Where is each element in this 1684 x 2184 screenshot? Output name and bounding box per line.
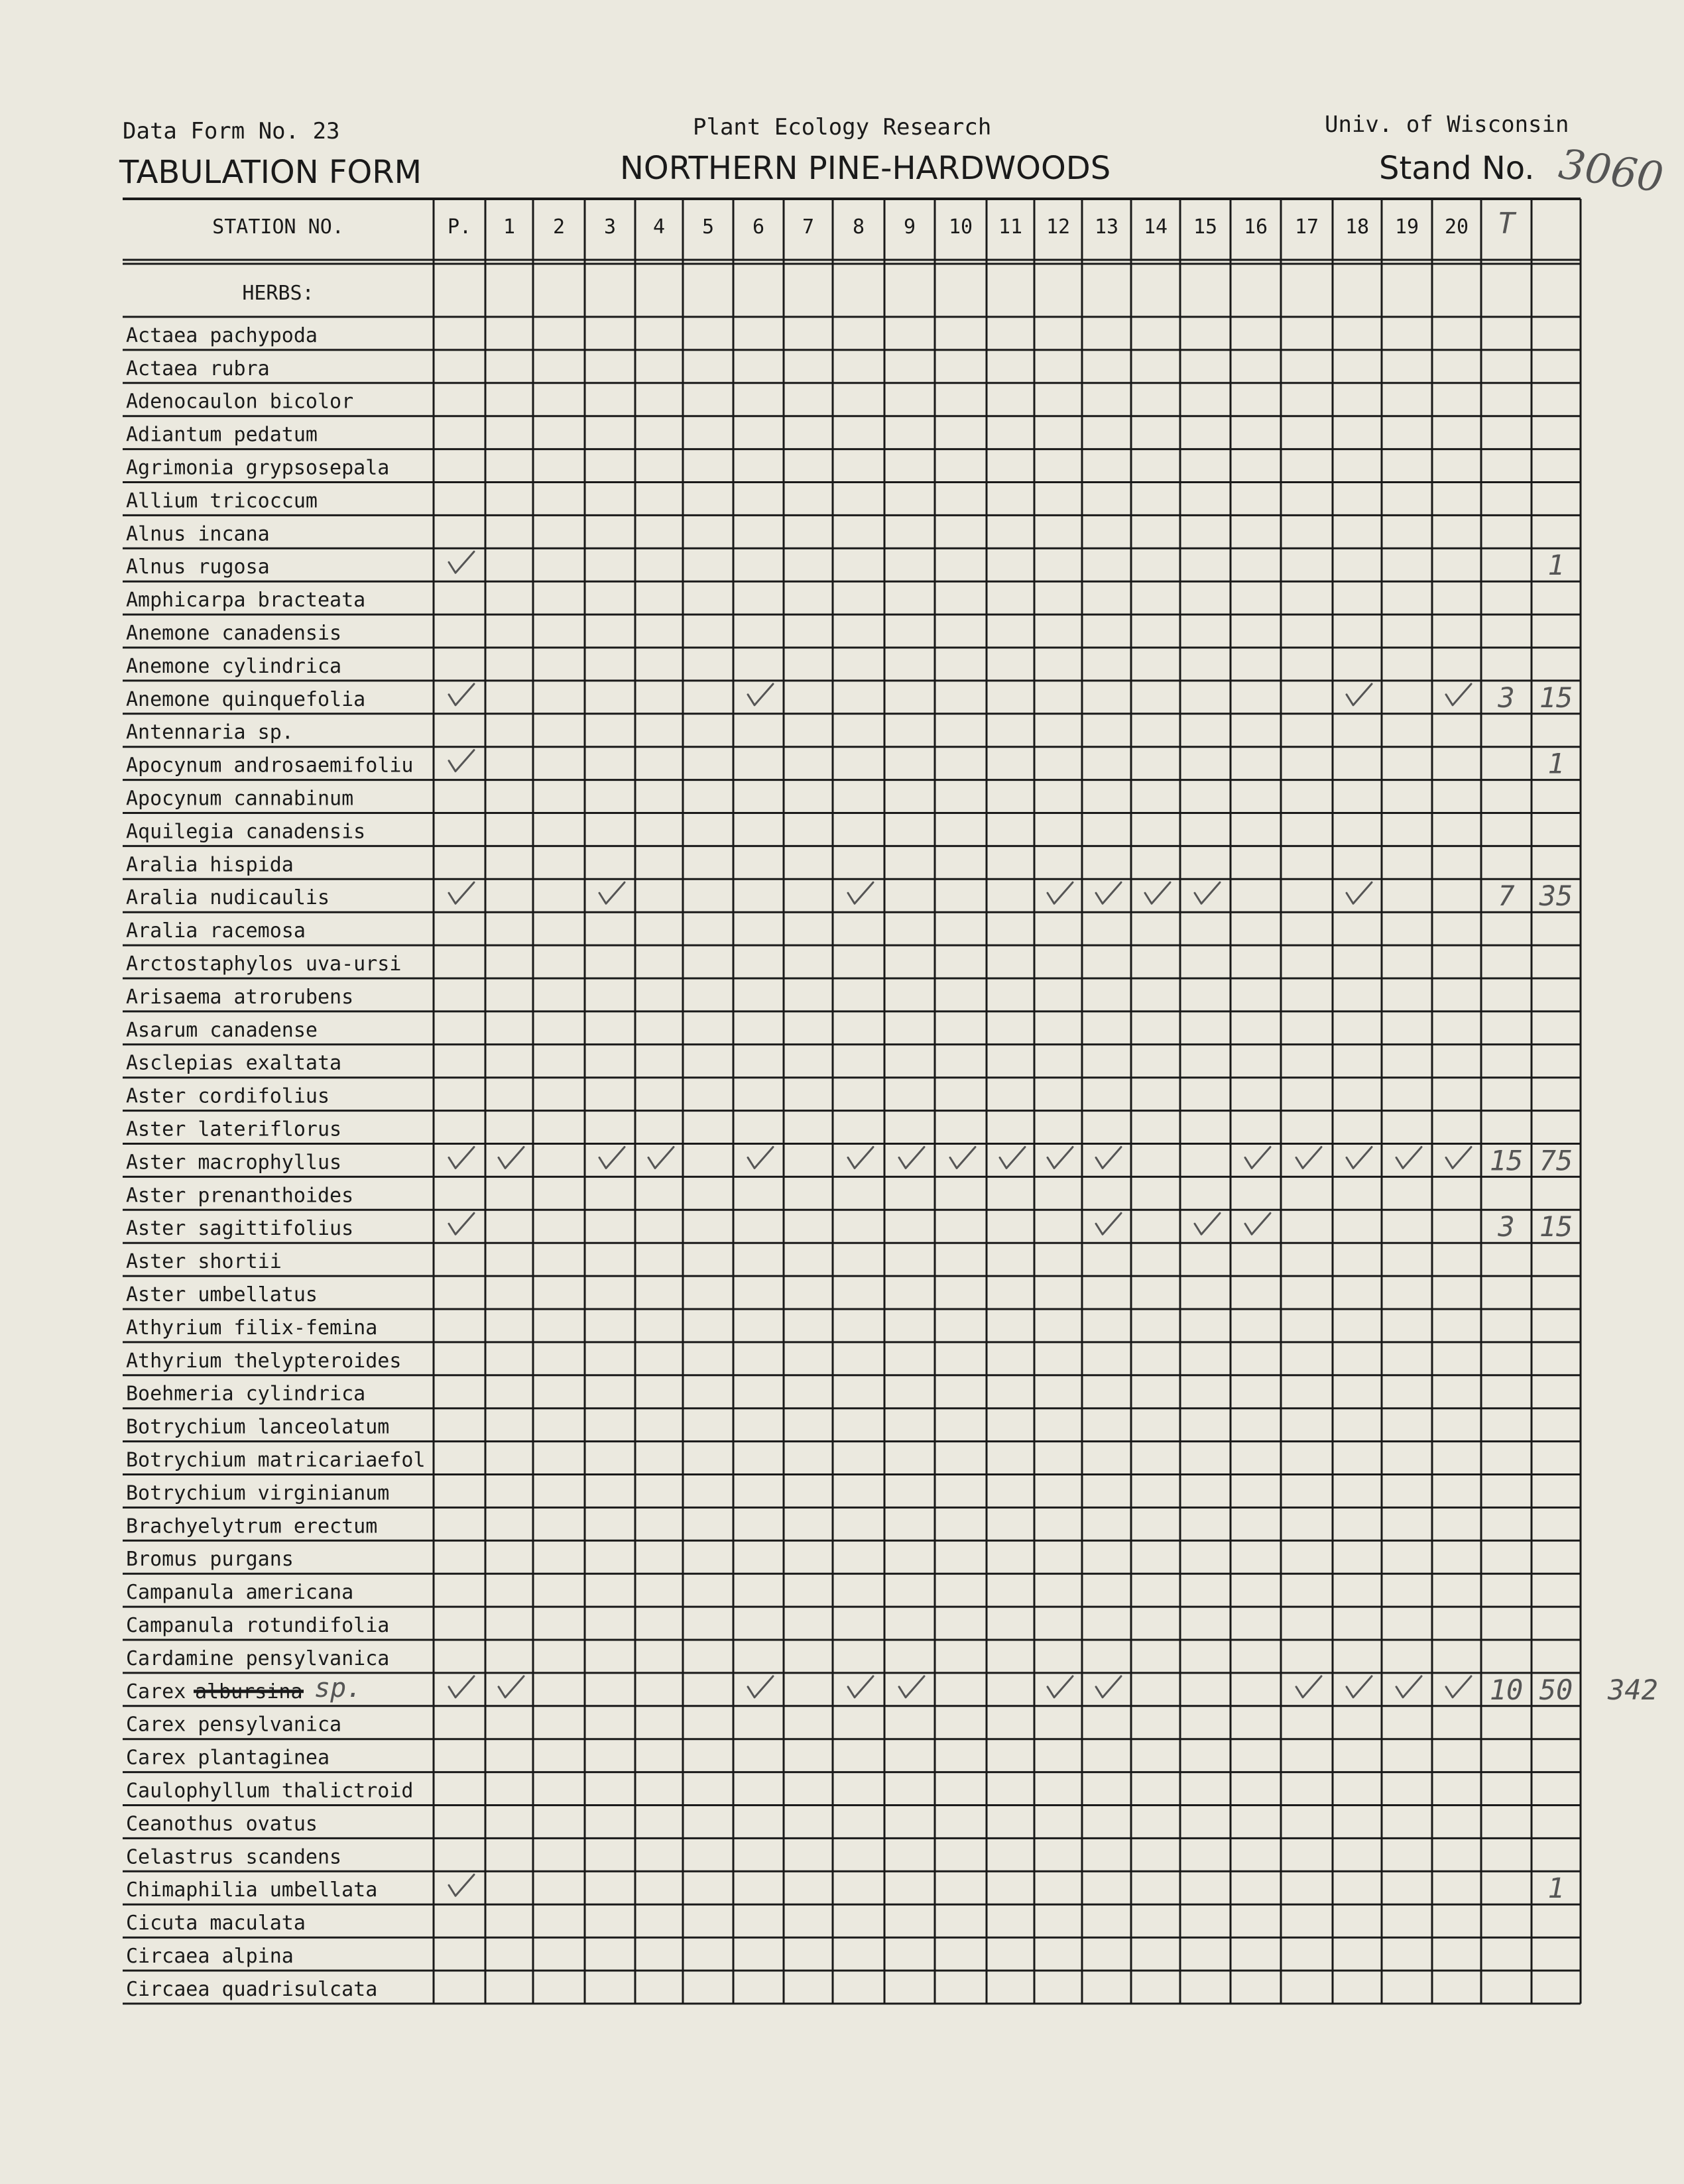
- check-mark-icon: [748, 684, 773, 705]
- form-subtitle: NORTHERN PINE-HARDWOODS: [620, 150, 1111, 187]
- species-name: Cicuta maculata: [126, 1912, 306, 1935]
- check-mark-icon: [1446, 1147, 1471, 1168]
- check-mark-icon: [1048, 1676, 1073, 1697]
- column-header-5: 5: [701, 215, 715, 239]
- column-header-15: 15: [1193, 215, 1218, 239]
- column-header-2: 2: [552, 215, 566, 239]
- species-name: Circaea alpina: [126, 1945, 294, 1968]
- species-name: Boehmeria cylindrica: [126, 1382, 366, 1406]
- column-header-p: P.: [447, 215, 472, 239]
- species-name: Antennaria sp.: [126, 720, 294, 744]
- check-mark-icon: [449, 551, 474, 573]
- column-header-1: 1: [503, 215, 516, 239]
- row-extra-value: 15: [1539, 681, 1573, 714]
- check-mark-icon: [1096, 1147, 1121, 1168]
- species-name: Botrychium virginianum: [126, 1481, 390, 1505]
- university-name: Univ. of Wisconsin: [1325, 111, 1569, 138]
- species-name: Aquilegia canadensis: [126, 820, 366, 844]
- species-name: Arisaema atrorubens: [126, 985, 354, 1009]
- row-extra-value: 1: [1547, 747, 1565, 780]
- check-mark-icon: [848, 1147, 873, 1168]
- struck-species-name: albursina: [195, 1680, 303, 1703]
- species-name: Brachyelytrum erectum: [126, 1515, 378, 1538]
- row-extra-value: 35: [1539, 880, 1573, 913]
- check-mark-icon: [1096, 882, 1121, 903]
- stand-number-value: 3060: [1555, 139, 1667, 202]
- species-name: Alnus incana: [126, 522, 270, 546]
- species-name: Celastrus scandens: [126, 1845, 342, 1869]
- check-mark-icon: [1048, 1147, 1073, 1168]
- check-mark-icon: [1347, 684, 1372, 705]
- check-mark-icon: [449, 750, 474, 772]
- species-name: Aralia nudicaulis: [126, 886, 330, 910]
- species-name: Aster sagittifolius: [126, 1217, 354, 1241]
- check-mark-icon: [848, 882, 873, 903]
- margin-note: 342: [1608, 1673, 1658, 1706]
- species-name: Aster macrophyllus: [126, 1151, 342, 1175]
- species-name: Adiantum pedatum: [126, 423, 318, 447]
- check-mark-icon: [1396, 1147, 1421, 1168]
- species-name: Alnus rugosa: [126, 555, 270, 579]
- form-number: Data Form No. 23: [123, 118, 340, 144]
- check-mark-icon: [449, 1676, 474, 1697]
- check-mark-icon: [449, 684, 474, 705]
- row-total: 3: [1498, 681, 1515, 714]
- species-name: Aster shortii: [126, 1250, 282, 1274]
- check-mark-icon: [449, 1147, 474, 1168]
- check-mark-icon: [1096, 1213, 1121, 1234]
- species-name: Bromus purgans: [126, 1548, 294, 1572]
- column-header-17: 17: [1294, 215, 1319, 239]
- species-name: Circaea quadrisulcata: [126, 1977, 378, 2001]
- check-mark-icon: [1000, 1147, 1025, 1168]
- species-name: Asarum canadense: [126, 1018, 318, 1042]
- species-name: Apocynum androsaemifoliu: [126, 754, 414, 777]
- section-label-herbs: HERBS:: [242, 282, 314, 305]
- check-mark-icon: [748, 1147, 773, 1168]
- check-mark-icon: [599, 1147, 625, 1168]
- check-mark-icon: [499, 1147, 524, 1168]
- check-mark-icon: [1347, 1676, 1372, 1697]
- species-name: Carex plantaginea: [126, 1746, 330, 1770]
- check-mark-icon: [899, 1147, 924, 1168]
- check-mark-icon: [899, 1676, 924, 1697]
- row-total: 15: [1489, 1144, 1524, 1177]
- row-total: 3: [1498, 1210, 1515, 1243]
- species-name: Chimaphilia umbellata: [126, 1878, 378, 1902]
- check-mark-icon: [648, 1147, 674, 1168]
- check-mark-icon: [1145, 882, 1170, 903]
- species-name: Aster umbellatus: [126, 1283, 318, 1306]
- check-mark-icon: [848, 1676, 873, 1697]
- column-header-3: 3: [603, 215, 617, 239]
- column-header-8: 8: [852, 215, 865, 239]
- column-header-4: 4: [652, 215, 666, 239]
- species-name: Aralia hispida: [126, 853, 294, 877]
- species-name: Anemone quinquefolia: [126, 687, 366, 711]
- species-name: Campanula rotundifolia: [126, 1614, 390, 1637]
- species-name: Asclepias exaltata: [126, 1051, 342, 1075]
- row-total: 7: [1498, 880, 1515, 913]
- column-header-19: 19: [1394, 215, 1419, 239]
- check-mark-icon: [449, 1213, 474, 1234]
- check-mark-icon: [1396, 1676, 1421, 1697]
- column-header-16: 16: [1243, 215, 1268, 239]
- row-extra-value: 1: [1547, 549, 1565, 582]
- species-name: Aster cordifolius: [126, 1084, 330, 1108]
- species-name: Carex: [126, 1680, 186, 1703]
- handwritten-annotation: sp.: [314, 1672, 363, 1703]
- species-name: Aster prenanthoides: [126, 1184, 354, 1208]
- form-title: TABULATION FORM: [119, 154, 422, 191]
- species-name: Botrychium lanceolatum: [126, 1415, 390, 1439]
- column-header-20: 20: [1444, 215, 1469, 239]
- check-mark-icon: [1347, 1147, 1372, 1168]
- species-name: Athyrium thelypteroides: [126, 1349, 402, 1373]
- row-total: 10: [1489, 1673, 1524, 1706]
- species-name: Athyrium filix-femina: [126, 1316, 378, 1340]
- check-mark-icon: [1347, 882, 1372, 903]
- species-name: Amphicarpa bracteata: [126, 589, 366, 612]
- check-mark-icon: [950, 1147, 975, 1168]
- species-name: Aralia racemosa: [126, 919, 306, 943]
- species-name: Anemone canadensis: [126, 622, 342, 645]
- column-header-12: 12: [1046, 215, 1071, 239]
- species-name: Actaea rubra: [126, 357, 270, 380]
- lab-name: Plant Ecology Research: [693, 114, 992, 141]
- species-name: Aster lateriflorus: [126, 1118, 342, 1141]
- check-mark-icon: [1446, 684, 1471, 705]
- column-header-14: 14: [1143, 215, 1168, 239]
- check-mark-icon: [1296, 1676, 1321, 1697]
- station-number-label: STATION NO.: [212, 215, 344, 239]
- species-name: Actaea pachypoda: [126, 323, 318, 347]
- stand-number-label: Stand No.: [1379, 150, 1535, 187]
- species-name: Carex pensylvanica: [126, 1713, 342, 1737]
- species-name: Apocynum cannabinum: [126, 787, 354, 811]
- check-mark-icon: [1446, 1676, 1471, 1697]
- check-mark-icon: [449, 882, 474, 903]
- check-mark-icon: [1195, 882, 1220, 903]
- check-mark-icon: [1296, 1147, 1321, 1168]
- column-header-11: 11: [998, 215, 1023, 239]
- check-mark-icon: [1048, 882, 1073, 903]
- check-mark-icon: [449, 1874, 474, 1896]
- check-mark-icon: [599, 882, 625, 903]
- row-extra-value: 75: [1539, 1144, 1573, 1177]
- species-name: Allium tricoccum: [126, 489, 318, 513]
- species-name: Caulophyllum thalictroid: [126, 1779, 414, 1803]
- species-name: Ceanothus ovatus: [126, 1812, 318, 1836]
- row-extra-value: 15: [1539, 1210, 1573, 1243]
- check-mark-icon: [1245, 1213, 1270, 1234]
- column-header-7: 7: [802, 215, 815, 239]
- column-header-9: 9: [903, 215, 916, 239]
- column-header-10: 10: [948, 215, 973, 239]
- species-name: Adenocaulon bicolor: [126, 390, 354, 414]
- row-extra-value: 50: [1539, 1673, 1573, 1706]
- species-name: Botrychium matricariaefol: [126, 1448, 426, 1472]
- column-header-13: 13: [1094, 215, 1119, 239]
- species-name: Arctostaphylos uva-ursi: [126, 952, 402, 976]
- species-name: Anemone cylindrica: [126, 654, 342, 678]
- check-mark-icon: [1096, 1676, 1121, 1697]
- check-mark-icon: [499, 1676, 524, 1697]
- species-name: Agrimonia grypsosepala: [126, 456, 390, 480]
- species-name: Campanula americana: [126, 1581, 354, 1605]
- check-mark-icon: [748, 1676, 773, 1697]
- check-mark-icon: [1195, 1213, 1220, 1234]
- check-mark-icon: [1245, 1147, 1270, 1168]
- column-header-18: 18: [1345, 215, 1370, 239]
- species-name: Cardamine pensylvanica: [126, 1646, 390, 1670]
- column-header-6: 6: [752, 215, 765, 239]
- column-header-t: T: [1497, 207, 1516, 241]
- row-extra-value: 1: [1547, 1872, 1565, 1905]
